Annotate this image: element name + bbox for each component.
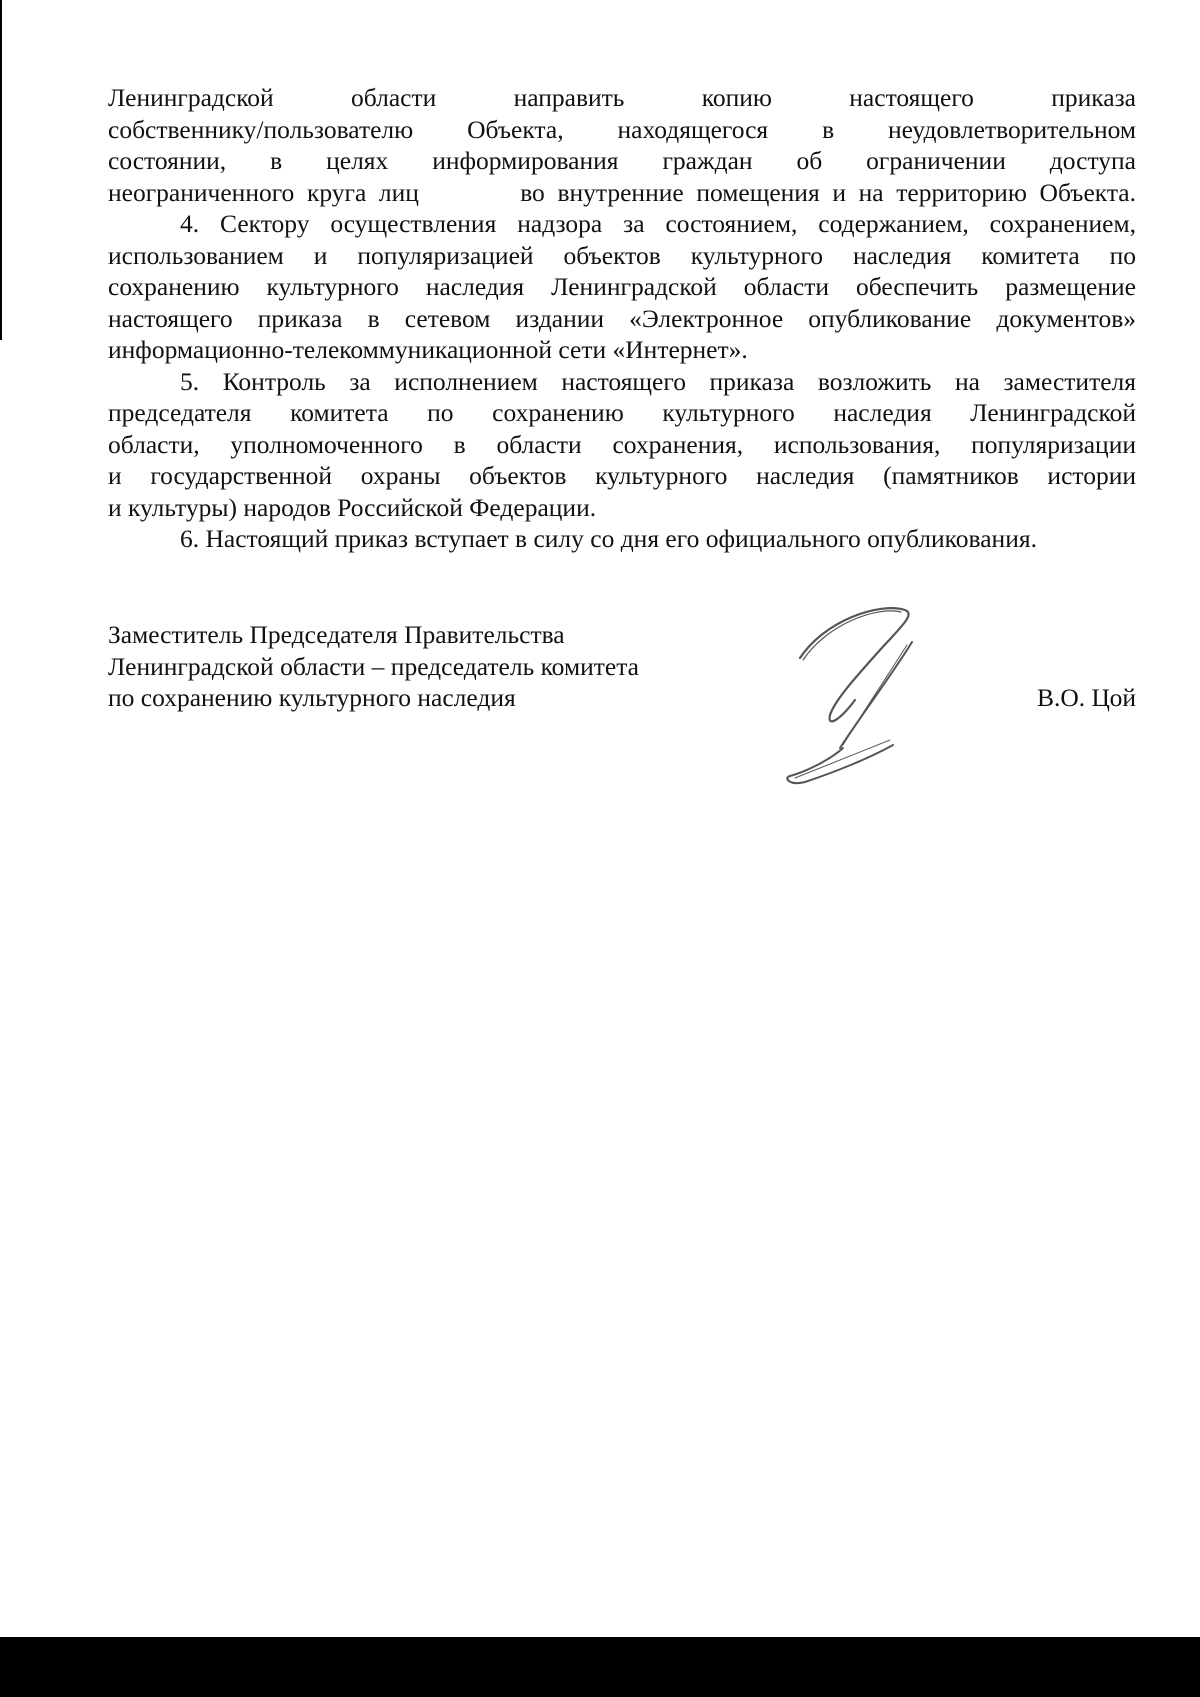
text-line: 4. Сектору осуществления надзора за состоянием, содержанием, сохранением, — [180, 209, 1136, 238]
text-line: 6. Настоящий приказ вступает в силу со дня его официального опубликования. — [180, 524, 1037, 553]
text-line: использованием и популяризацией объектов культурного наследия комитета по — [108, 240, 1136, 270]
text-line: настоящего приказа в сетевом издании «Электронное опубликование документов» — [108, 303, 1136, 333]
text-line: области, уполномоченного в области сохранения, использования, популяризации — [108, 429, 1136, 459]
text-line: состоянии, в целях информирования граждан об ограничении доступа — [108, 146, 1136, 175]
text-line: 5. Контроль за исполнением настоящего приказа возложить на заместителя — [180, 366, 1136, 396]
paragraph-4 — [108, 208, 1136, 366]
text-line: информационно-телекоммуникационной сети «Интернет». — [108, 335, 748, 364]
signatory-name: В.О. Цой — [1036, 683, 1136, 712]
signatory-position-line: Заместитель Председателя Правительства — [108, 620, 565, 649]
paragraph-6 — [108, 523, 1136, 555]
text-line: сохранению культурного наследия Ленинградской области обеспечить размещение — [108, 272, 1136, 301]
text-line: и государственной охраны объектов культурного наследия (памятников истории — [108, 461, 1136, 490]
paragraph-5 — [108, 366, 1136, 524]
handwritten-signature — [785, 600, 985, 800]
scan-bottom-border — [0, 1637, 1200, 1697]
scan-left-edge — [0, 0, 2, 340]
text-line: неограниченного круга лиц во внутренние помещения и на территорию Объекта. — [108, 177, 1136, 207]
text-line: собственнику/пользователю Объекта, находящегося в неудовлетворительном — [108, 114, 1136, 144]
document-body — [108, 82, 1136, 555]
signatory-position-line: Ленинградской области – председатель комитета — [108, 651, 639, 681]
text-line: Ленинградской области направить копию настоящего приказа — [108, 83, 1136, 112]
paragraph-intro — [108, 82, 1136, 208]
signatory-position-line: по сохранению культурного наследия — [108, 683, 516, 712]
text-line: и культуры) народов Российской Федерации. — [108, 492, 597, 522]
text-line: председателя комитета по сохранению культурного наследия Ленинградской — [108, 398, 1136, 427]
